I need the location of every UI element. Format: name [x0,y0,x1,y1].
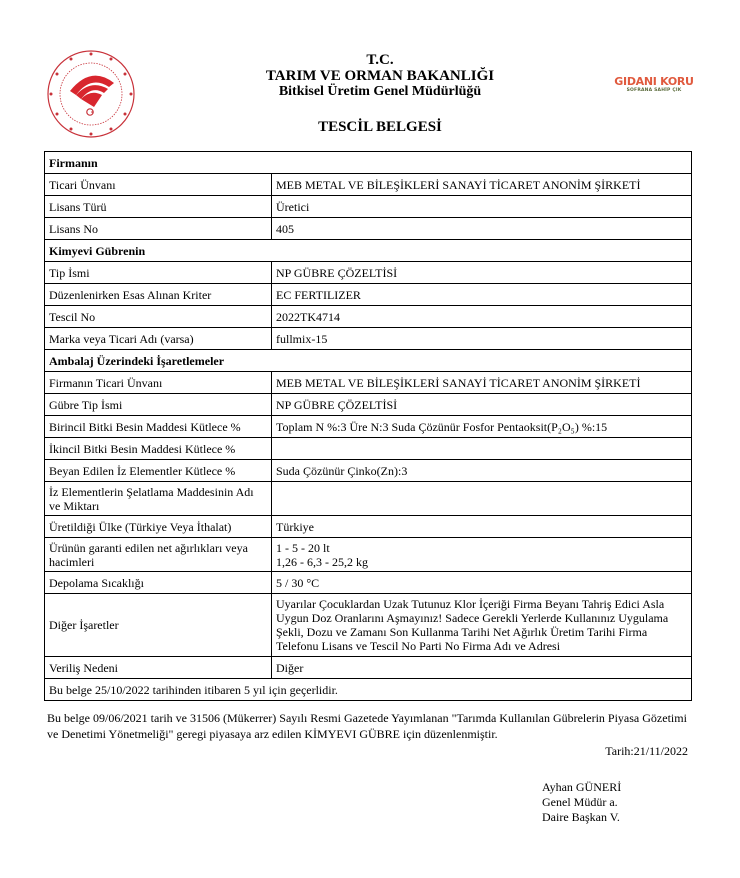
signatory-name: Ayhan GÜNERİ [542,780,622,794]
row-label: Marka veya Ticari Adı (varsa) [45,328,272,350]
row-label: Lisans No [45,218,272,240]
row-label: Lisans Türü [45,196,272,218]
row-label: İkincil Bitki Besin Maddesi Kütlece % [45,438,272,460]
table-row [45,438,692,460]
section-row [45,152,692,174]
table-row [45,657,692,679]
row-label: Depolama Sıcaklığı [45,572,272,594]
row-value [272,482,692,516]
row-value: 405 [272,218,692,240]
row-label: Veriliş Nedeni [45,657,272,679]
row-value: MEB METAL VE BİLEŞİKLERİ SANAYİ TİCARET ANONİM ŞİRKETİ [272,372,692,394]
row-label: Üretildiği Ülke (Türkiye Veya İthalat) [45,516,272,538]
row-value: MEB METAL VE BİLEŞİKLERİ SANAYİ TİCARET ANONİM ŞİRKETİ [272,174,692,196]
table-row [45,416,692,438]
section-heading-packaging: Ambalaj Üzerindeki İşaretlemeler [45,350,692,372]
row-value [272,438,692,460]
row-label: Tip İsmi [45,262,272,284]
table-row [45,460,692,482]
certificate-table [44,151,692,701]
signatory-title: Daire Başkan V. [542,810,620,824]
row-value: Diğer [272,657,692,679]
table-row [45,594,692,657]
row-label: Tescil No [45,306,272,328]
table-row [45,262,692,284]
row-value: Suda Çözünür Çinko(Zn):3 [272,460,692,482]
row-label: Birincil Bitki Besin Maddesi Kütlece % [45,416,272,438]
document-header [200,52,560,100]
table-row [45,482,692,516]
row-value: fullmix-15 [272,328,692,350]
ministry-seal-icon [46,49,136,139]
header-department: Bitkisel Üretim Genel Müdürlüğü [278,84,482,99]
table-row [45,394,692,416]
document-title: TESCİL BELGESİ [318,119,442,135]
table-row [45,218,692,240]
table-row [45,284,692,306]
row-label: Firmanın Ticari Ünvanı [45,372,272,394]
table-row [45,372,692,394]
row-value-line: 1 - 5 - 20 lt [276,540,330,555]
table-row [45,572,692,594]
row-value: Uyarılar Çocuklardan Uzak Tutunuz Klor İçeriği Firma Beyanı Tahriş Edici Asla Uygun Doz Oranlarını Aşmayınız! Sadece Gerekli Yerlerde Kullanınız Uygulama Şekli, Dozu ve Zamanı Son Kullanma Tarihi Net Ağırlık Üretim Tarihi Firma Telefonu Lisans ve Tescil No Parti No Firma Adı ve Adresi [272,594,692,657]
table-row [45,196,692,218]
row-label: Diğer İşaretler [45,594,272,657]
row-label: Ticari Ünvanı [45,174,272,196]
table-row [45,516,692,538]
row-value: EC FERTILIZER [272,284,692,306]
row-value: 2022TK4714 [272,306,692,328]
row-label: İz Elementlerin Şelatlama Maddesinin Adı ve Miktarı [45,482,272,516]
row-value-line: 1,26 - 6,3 - 25,2 kg [276,554,368,569]
section-row [45,240,692,262]
section-heading-firm: Firmanın [45,152,692,174]
row-value [272,538,692,572]
brand-line1: GIDANI KORU [614,75,694,88]
row-value: Türkiye [272,516,692,538]
row-value: NP GÜBRE ÇÖZELTİSİ [272,394,692,416]
section-heading-fertilizer: Kimyevi Gübrenin [45,240,692,262]
header-ministry: TARIM VE ORMAN BAKANLIĞI [265,68,495,84]
row-value: NP GÜBRE ÇÖZELTİSİ [272,262,692,284]
brand-line2: SOFRANA SAHİP ÇIK [626,88,682,93]
row-label: Düzenlenirken Esas Alınan Kriter [45,284,272,306]
signature-block [542,780,621,825]
header-tc: T.C. [366,52,394,68]
row-value: Üretici [272,196,692,218]
table-row [45,328,692,350]
section-row [45,350,692,372]
row-value: 5 / 30 °C [272,572,692,594]
table-row [45,306,692,328]
table-row [45,538,692,572]
brand-logo [608,76,700,94]
table-row [45,174,692,196]
row-label: Ürünün garanti edilen net ağırlıkları veya hacimleri [45,538,272,572]
row-value: Toplam N %:3 Üre N:3 Suda Çözünür Fosfor Pentaoksit(P₂O₅) %:15 [272,416,692,438]
issue-date: Tarih:21/11/2022 [605,744,688,758]
signatory-title: Genel Müdür a. [542,795,618,809]
validity-text: Bu belge 25/10/2022 tarihinden itibaren 5 yıl için geçerlidir. [45,679,692,701]
row-label: Gübre Tip İsmi [45,394,272,416]
row-label: Beyan Edilen İz Elementler Kütlece % [45,460,272,482]
validity-row [45,679,692,701]
legal-notice: Bu belge 09/06/2021 tarih ve 31506 (Mükerrer) Sayılı Resmi Gazetede Yayımlanan "Tarımda Kullanılan Gübrelerin Piyasa Gözetimi ve Denetimi Yönetmeliği" geregi piyasaya arz edilen KİMYEVI GÜBRE için düzenlenmiştir. [47,711,687,741]
